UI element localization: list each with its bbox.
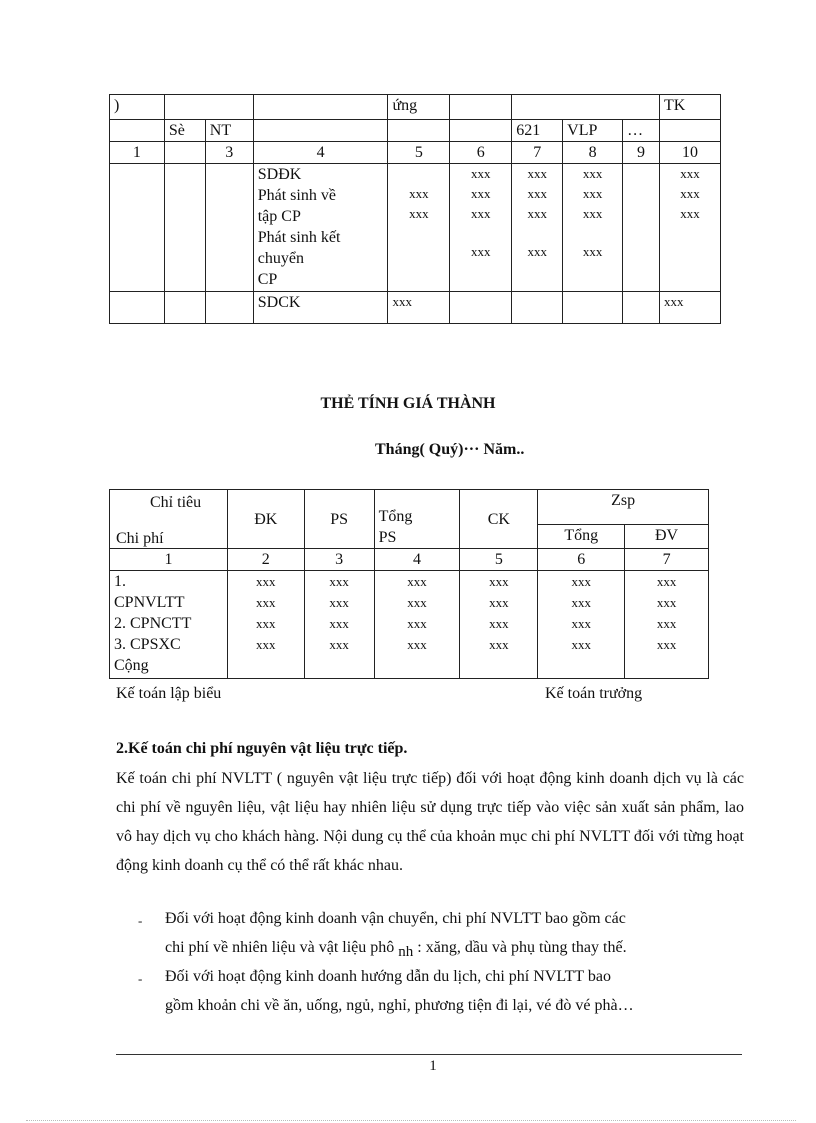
ledger-col-number: 5: [388, 142, 450, 164]
bullet-mark: -: [138, 971, 143, 986]
ledger-col-number: [164, 142, 205, 164]
ledger-desc-line: chuyển: [257, 250, 304, 267]
ledger-cell: [110, 164, 165, 292]
xxx-value: xxx: [527, 186, 547, 201]
xxx-value: xxx: [409, 186, 429, 201]
ledger-header-cell: [450, 95, 512, 120]
bullet-2-line: Đối với hoạt động kinh doanh hướng dẫn du lịch, chi phí NVLTT bao: [165, 968, 611, 985]
bullet-1-text-end: : xăng, dầu và phụ tùng thay thế.: [417, 939, 627, 956]
ledger-desc-line: SDĐK: [257, 166, 302, 183]
ledger-header-cell: Sè: [164, 120, 205, 142]
xxx-value: xxx: [680, 206, 700, 221]
bullet-mark: -: [138, 913, 143, 928]
bullet-item-1: [165, 904, 744, 967]
ledger-cell: [623, 164, 660, 292]
xxx-value: xxx: [571, 637, 591, 652]
card-value-cell: [460, 571, 538, 679]
ledger-cell: [512, 292, 563, 324]
card-row-label: 1.: [114, 573, 126, 590]
xxx-value: xxx: [489, 637, 509, 652]
header-dv: ĐV: [625, 524, 709, 548]
xxx-value: xxx: [471, 244, 491, 259]
xxx-value: xxx: [656, 616, 677, 631]
ledger-cell: [110, 292, 165, 324]
card-col-number: 3: [304, 549, 374, 571]
card-col-number: 7: [625, 549, 709, 571]
ledger-header-cell: [512, 95, 660, 120]
ledger-header-cell: [660, 120, 721, 142]
bullet-1-line: Đối với hoạt động kinh doanh vận chuyển, chi phí NVLTT bao gồm các: [165, 910, 626, 927]
ledger-header-cell: …: [623, 120, 660, 142]
card-value-cell: [625, 571, 709, 679]
header-zsp: Zsp: [538, 490, 709, 525]
xxx-value: xxx: [489, 616, 509, 631]
ledger-desc-cell: [253, 164, 388, 292]
xxx-value: xxx: [407, 595, 427, 610]
xxx-value: xxx: [256, 574, 276, 589]
ledger-header-cell: [450, 120, 512, 142]
card-value-cell: [227, 571, 304, 679]
ledger-value-cell: [512, 164, 563, 292]
xxx-value: xxx: [256, 595, 276, 610]
ledger-header-cell: [253, 95, 388, 120]
bullet-1-text: chi phí về nhiên liệu và vật liệu phô: [165, 939, 395, 956]
ledger-value-cell: [450, 164, 512, 292]
ledger-col-number: 9: [623, 142, 660, 164]
xxx-value: xxx: [571, 595, 591, 610]
ledger-desc-line: tập CP: [257, 208, 301, 225]
bullet-2-line: gồm khoản chi về ăn, uống, ngủ, nghỉ, phương tiện đi lại, vé đò vé phà…: [165, 997, 634, 1014]
ledger-header-cell: [253, 120, 388, 142]
ledger-header-cell: 621: [512, 120, 563, 142]
ledger-header-cell: [164, 95, 253, 120]
header-tongps: [374, 490, 460, 549]
card-title: THẺ TÍNH GIÁ THÀNH: [320, 395, 496, 412]
xxx-value: xxx: [571, 616, 591, 631]
xxx-value: xxx: [680, 186, 700, 201]
header-tong: Tổng: [538, 524, 625, 548]
xxx-value: xxx: [489, 574, 509, 589]
ledger-value-cell: [388, 164, 450, 292]
ledger-header-cell: [110, 120, 165, 142]
xxx-value: xxx: [256, 616, 276, 631]
ledger-cell: [450, 292, 512, 324]
ledger-header-cell: VLP: [563, 120, 623, 142]
xxx-value: xxx: [329, 574, 349, 589]
ledger-cell: [563, 292, 623, 324]
xxx-value: xxx: [527, 206, 547, 221]
xxx-value: xxx: [256, 637, 276, 652]
sign-right-label: Kế toán trưởng: [545, 685, 643, 702]
ledger-header-cell: TK: [660, 95, 721, 120]
card-col-number: 2: [227, 549, 304, 571]
ledger-col-number: 6: [450, 142, 512, 164]
bullet-1-sub: nh: [398, 944, 414, 961]
card-row-label: 3. CPSXC: [114, 636, 181, 653]
ledger-desc-line: Phát sinh kết: [257, 229, 341, 246]
card-subtitle: Tháng( Quý)··· Năm..: [375, 441, 525, 458]
xxx-value: xxx: [582, 244, 603, 259]
xxx-value: xxx: [407, 637, 427, 652]
ledger-col-number: 1: [110, 142, 165, 164]
tongps-line: PS: [378, 529, 397, 546]
ledger-cell: [623, 292, 660, 324]
ledger-table: [109, 94, 721, 324]
xxx-value: xxx: [680, 166, 700, 181]
section-heading: 2.Kế toán chi phí nguyên vật liệu trực tiếp.: [116, 740, 408, 757]
ledger-desc-line: Phát sinh về: [257, 187, 336, 204]
chiphi-label: Chi phí: [116, 530, 164, 547]
card-col-number: 5: [460, 549, 538, 571]
xxx-value: xxx: [407, 574, 427, 589]
ledger-header-cell: NT: [205, 120, 253, 142]
ledger-value-cell: [660, 164, 721, 292]
card-row-label: Cộng: [114, 657, 149, 674]
ledger-col-number: 8: [563, 142, 623, 164]
ledger-header-cell: ): [110, 95, 165, 120]
xxx-value: xxx: [582, 206, 603, 221]
xxx-value: xxx: [582, 166, 603, 181]
ledger-cell: [205, 292, 253, 324]
ledger-col-number: 3: [205, 142, 253, 164]
sign-left-label: Kế toán lập biểu: [116, 685, 222, 702]
xxx-value: xxx: [329, 616, 349, 631]
card-row-label: CPNVLTT: [114, 594, 185, 611]
xxx-value: xxx: [656, 637, 677, 652]
card-row-label: 2. CPNCTT: [114, 615, 192, 632]
costing-card-table: [109, 489, 709, 679]
xxx-value: xxx: [527, 166, 547, 181]
ledger-header-cell: [388, 120, 450, 142]
card-row-labels: [110, 571, 228, 679]
ledger-cell: [164, 292, 205, 324]
ledger-desc-line: CP: [257, 271, 278, 288]
header-ck: CK: [460, 490, 538, 549]
xxx-value: xxx: [660, 292, 721, 324]
header-dk: ĐK: [227, 490, 304, 549]
card-col-number: 1: [110, 549, 228, 571]
footer-divider: [116, 1054, 742, 1055]
ledger-header-cell: ứng: [388, 95, 450, 120]
xxx-value: xxx: [329, 595, 349, 610]
ledger-cell: [164, 164, 205, 292]
section-paragraph: Kế toán chi phí NVLTT ( nguyên vật liệu trực tiếp) đối với hoạt động kinh doanh dịch vụ là các chi phí về nguyên liệu, vật liệu hay nhiên liệu sử dụng trực tiếp vào việc sản xuất sản phẩm, lao vô hay dịch vụ cho khách hàng. Nội dung cụ thể của khoản mục chi phí NVLTT đối với từng hoạt động kinh doanh cụ thể có thể rất khác nhau.: [116, 770, 744, 874]
header-ps: PS: [304, 490, 374, 549]
bullet-item-2: [165, 962, 744, 1020]
card-value-cell: [304, 571, 374, 679]
xxx-value: xxx: [388, 292, 450, 324]
xxx-value: xxx: [407, 616, 427, 631]
xxx-value: xxx: [582, 186, 603, 201]
ledger-col-number: 4: [253, 142, 388, 164]
card-value-cell: [374, 571, 460, 679]
xxx-value: xxx: [489, 595, 509, 610]
xxx-value: xxx: [656, 595, 677, 610]
page-bottom-border: [26, 1120, 796, 1121]
tongps-line: Tổng: [378, 508, 413, 525]
xxx-value: xxx: [471, 186, 491, 201]
xxx-value: xxx: [527, 244, 547, 259]
xxx-value: xxx: [471, 166, 491, 181]
page-number: 1: [429, 1058, 437, 1074]
ledger-cell: [205, 164, 253, 292]
ledger-closing-label: SDCK: [253, 292, 388, 324]
ledger-col-number: 10: [660, 142, 721, 164]
xxx-value: xxx: [571, 574, 591, 589]
xxx-value: xxx: [329, 637, 349, 652]
ledger-value-cell: [563, 164, 623, 292]
ledger-col-number: 7: [512, 142, 563, 164]
xxx-value: xxx: [471, 206, 491, 221]
card-col-number: 4: [374, 549, 460, 571]
chitieu-label: Chỉ tiêu: [150, 494, 202, 511]
chitieu-chiphi-cell: [110, 490, 228, 549]
card-value-cell: [538, 571, 625, 679]
xxx-value: xxx: [409, 206, 429, 221]
xxx-value: xxx: [656, 574, 677, 589]
card-col-number: 6: [538, 549, 625, 571]
